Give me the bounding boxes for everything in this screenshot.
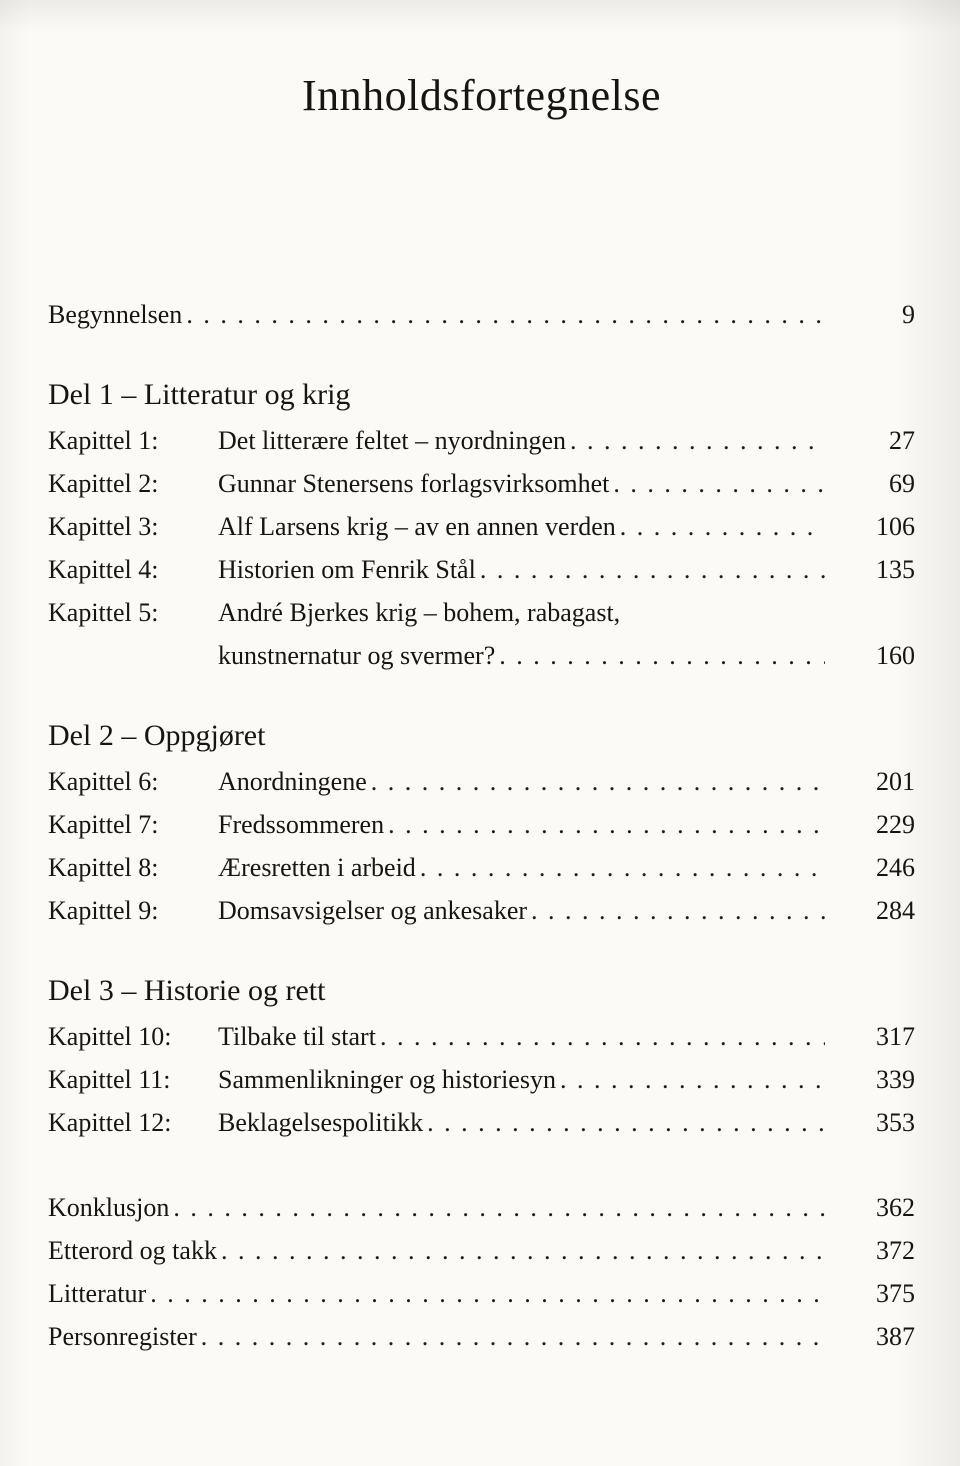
entry-label: Etterord og takk: [48, 1236, 217, 1265]
entry-page-number: 317: [876, 1022, 915, 1051]
dot-leader: [570, 419, 825, 462]
dot-leader: [613, 462, 825, 505]
toc-entry-kapittel-6: [48, 760, 915, 803]
entry-title: Domsavsigelser og ankesaker: [218, 896, 528, 925]
entry-page-number: 375: [876, 1279, 915, 1308]
table-of-contents: [48, 293, 915, 1358]
toc-entry-begynnelsen: [48, 293, 915, 336]
entry-title: Sammenlikninger og historiesyn: [218, 1065, 556, 1094]
entry-title: Gunnar Stenersens forlagsvirksomhet: [218, 469, 610, 498]
toc-entry-konklusjon: [48, 1186, 915, 1229]
toc-entry-kapittel-5-line-2: [48, 634, 915, 677]
entry-prefix: Kapittel 5:: [48, 598, 159, 627]
entry-prefix: Kapittel 2:: [48, 469, 159, 498]
toc-entry-personregister: [48, 1315, 915, 1358]
entry-title: Æresretten i arbeid: [218, 853, 416, 882]
toc-section-del-2: [48, 714, 915, 932]
dot-leader: [499, 634, 825, 677]
page-title: Innholdsfortegnelse: [302, 71, 661, 120]
dot-leader: [186, 293, 825, 336]
entry-page-number: 106: [876, 512, 915, 541]
toc-entry-etterord: [48, 1229, 915, 1272]
entry-page-number: 135: [876, 555, 915, 584]
entry-title: Historien om Fenrik Stål: [218, 555, 476, 584]
toc-entry-kapittel-3: [48, 505, 915, 548]
dot-leader: [150, 1272, 825, 1315]
section-heading: Del 2 – Oppgjøret: [48, 719, 266, 752]
dot-leader: [371, 760, 825, 803]
dot-leader: [427, 1101, 825, 1144]
toc-entry-litteratur: [48, 1272, 915, 1315]
entry-page-number: 246: [876, 853, 915, 882]
toc-entry-kapittel-11: [48, 1058, 915, 1101]
dot-leader: [201, 1315, 825, 1358]
toc-entry-kapittel-5-line-1: [48, 591, 915, 634]
section-heading: Del 3 – Historie og rett: [48, 974, 326, 1007]
entry-page-number: 353: [876, 1108, 915, 1137]
entry-prefix: Kapittel 1:: [48, 426, 159, 455]
entry-prefix: Kapittel 3:: [48, 512, 159, 541]
entry-page-number: 387: [876, 1322, 915, 1351]
entry-title-continuation: kunstnernatur og svermer?: [218, 641, 496, 670]
entry-prefix: Kapittel 7:: [48, 810, 159, 839]
toc-entry-kapittel-1: [48, 419, 915, 462]
entry-page-number: 229: [876, 810, 915, 839]
entry-page-number: 284: [876, 896, 915, 925]
entry-title: André Bjerkes krig – bohem, rabagast,: [218, 598, 621, 627]
entry-label: Konklusjon: [48, 1193, 170, 1222]
dot-leader: [173, 1186, 825, 1229]
dot-leader: [480, 548, 825, 591]
entry-prefix: Kapittel 12:: [48, 1108, 172, 1137]
dot-leader: [560, 1058, 825, 1101]
entry-prefix: Kapittel 8:: [48, 853, 159, 882]
entry-page-number: 27: [889, 426, 915, 455]
dot-leader: [221, 1229, 825, 1272]
entry-title: Anordningene: [218, 767, 367, 796]
entry-page-number: 69: [889, 469, 915, 498]
entry-page-number: 160: [876, 641, 915, 670]
toc-section-del-3: [48, 969, 915, 1144]
toc-entry-kapittel-9: [48, 889, 915, 932]
entry-title: Tilbake til start: [218, 1022, 376, 1051]
entry-label: Litteratur: [48, 1279, 147, 1308]
entry-title: Alf Larsens krig – av en annen verden: [218, 512, 616, 541]
entry-page-number: 9: [902, 300, 915, 329]
dot-leader: [420, 846, 825, 889]
entry-prefix: Kapittel 6:: [48, 767, 159, 796]
entry-page-number: 201: [876, 767, 915, 796]
dot-leader: [531, 889, 825, 932]
entry-prefix: Kapittel 9:: [48, 896, 159, 925]
entry-page-number: 372: [876, 1236, 915, 1265]
toc-entry-kapittel-4: [48, 548, 915, 591]
entry-label: Personregister: [48, 1322, 197, 1351]
section-heading: Del 1 – Litteratur og krig: [48, 378, 351, 411]
entry-prefix: Kapittel 10:: [48, 1022, 172, 1051]
entry-title: Beklagelsespolitikk: [218, 1108, 424, 1137]
entry-page-number: 362: [876, 1193, 915, 1222]
toc-back-matter: [48, 1186, 915, 1358]
toc-entry-kapittel-7: [48, 803, 915, 846]
toc-entry-kapittel-10: [48, 1015, 915, 1058]
toc-entry-kapittel-8: [48, 846, 915, 889]
toc-entry-kapittel-2: [48, 462, 915, 505]
toc-section-del-1: [48, 373, 915, 677]
entry-title: Fredssommeren: [218, 810, 385, 839]
entry-title: Det litterære feltet – nyordningen: [218, 426, 567, 455]
dot-leader: [388, 803, 825, 846]
dot-leader: [380, 1015, 825, 1058]
entry-prefix: Kapittel 4:: [48, 555, 159, 584]
entry-page-number: 339: [876, 1065, 915, 1094]
toc-entry-kapittel-12: [48, 1101, 915, 1144]
entry-label: Begynnelsen: [48, 300, 183, 329]
dot-leader: [620, 505, 825, 548]
entry-prefix: Kapittel 11:: [48, 1065, 171, 1094]
